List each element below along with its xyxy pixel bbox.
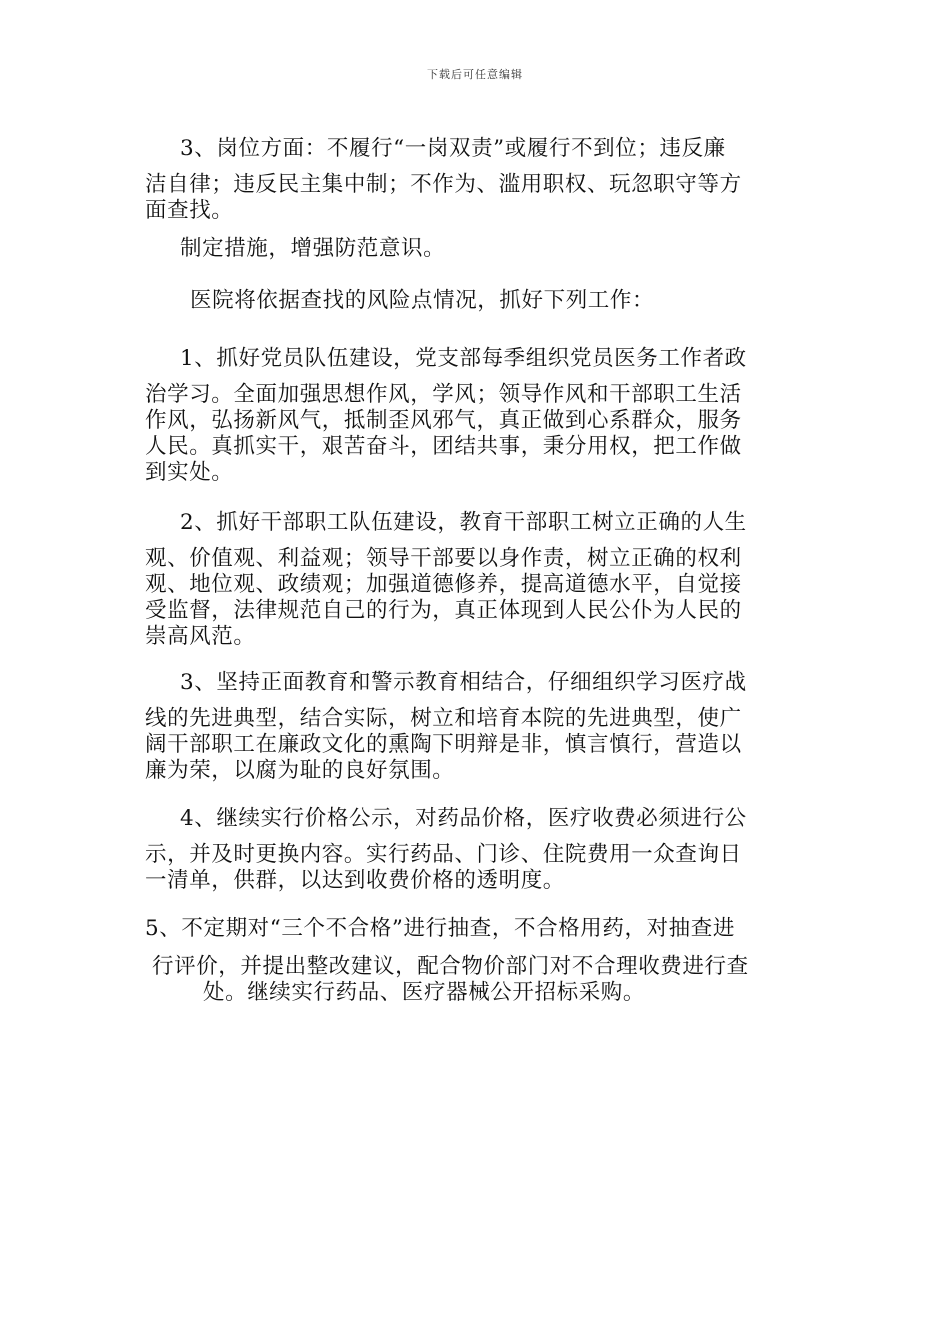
text-line: 2、抓好干部职工队伍建设，教育干部职工树立正确的人生 — [180, 510, 747, 535]
text-line: 阔干部职工在廉政文化的熏陶下明辩是非，慎言慎行，营造以 — [145, 732, 742, 757]
text-line: 治学习。全面加强思想作风，学风；领导作风和干部职工生活 — [145, 382, 742, 407]
text-line: 线的先进典型，结合实际，树立和培育本院的先进典型，使广 — [145, 706, 742, 731]
text-line: 崇高风范。 — [145, 624, 256, 649]
text-line: 行评价，并提出整改建议，配合物价部门对不合理收费进行查 — [152, 954, 749, 979]
text-line: 人民。真抓实干，艰苦奋斗，团结共事，秉分用权，把工作做 — [145, 434, 742, 459]
text-line: 3、坚持正面教育和警示教育相结合，仔细组织学习医疗战 — [180, 670, 747, 695]
text-line: 3、岗位方面：不履行“一岗双责”或履行不到位；违反廉 — [180, 136, 726, 161]
text-line: 处。继续实行药品、医疗器械公开招标采购。 — [203, 980, 646, 1005]
text-line: 洁自律；违反民主集中制；不作为、滥用职权、玩忽职守等方 — [145, 172, 742, 197]
text-line: 制定措施，增强防范意识。 — [180, 236, 446, 261]
text-line: 观、价值观、利益观；领导干部要以身作责，树立正确的权利 — [145, 546, 742, 571]
page-header: 下载后可任意编辑 — [427, 68, 523, 81]
text-line: 医院将依据查找的风险点情况，抓好下列工作： — [190, 288, 655, 313]
text-line: 示，并及时更换内容。实行药品、门诊、住院费用一众查询日 — [145, 842, 742, 867]
text-line: 作风，弘扬新风气，抵制歪风邪气，真正做到心系群众，服务 — [145, 408, 742, 433]
text-line: 廉为荣，以腐为耻的良好氛围。 — [145, 758, 455, 783]
text-line: 一清单，供群，以达到收费价格的透明度。 — [145, 868, 565, 893]
text-line: 5、不定期对“三个不合格”进行抽查，不合格用药，对抽查进 — [145, 916, 735, 941]
text-line: 受监督，法律规范自己的行为，真正体现到人民公仆为人民的 — [145, 598, 742, 623]
text-line: 观、地位观、政绩观；加强道德修养，提高道德水平，自觉接 — [145, 572, 742, 597]
text-line: 面查找。 — [145, 198, 234, 223]
text-line: 到实处。 — [145, 460, 234, 485]
text-line: 1、抓好党员队伍建设，党支部每季组织党员医务工作者政 — [180, 346, 747, 371]
text-line: 4、继续实行价格公示，对药品价格，医疗收费必须进行公 — [180, 806, 747, 831]
